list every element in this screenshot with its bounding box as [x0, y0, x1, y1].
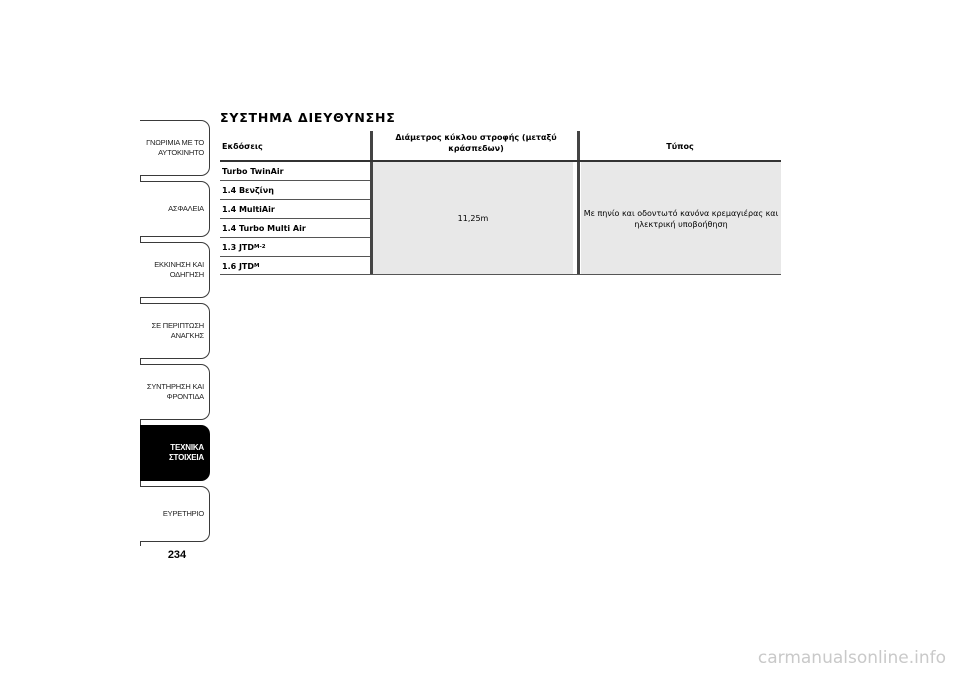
table-row: 1.6 JTD M	[222, 261, 260, 271]
steering-type-value: Με πηνίο και οδοντωτό κανόνα κρεμαγιέρας και ηλεκτρική υποβοήθηση	[583, 209, 779, 229]
row-subscript: M	[254, 263, 260, 269]
row-subscript: M-2	[254, 244, 266, 250]
tab-safety[interactable]	[140, 181, 210, 237]
tab-label: ΑΣΦΑΛΕΙΑ	[168, 204, 204, 213]
table-row: 1.4 Turbo Multi Air	[222, 223, 306, 233]
tab-label: ΤΕΧΝΙΚΑ ΣΤΟΙΧΕΙΑ	[168, 443, 204, 462]
page-number: 234	[167, 549, 187, 561]
tab-index[interactable]	[140, 486, 210, 542]
table-row: 1.4 Βενζίνη	[222, 185, 274, 195]
table-row: 1.3 JTD M-2	[222, 242, 266, 252]
tab-label: ΓΝΩΡΙΜΙΑ ΜΕ ΤΟ ΑΥΤΟΚΙΝΗΤΟ	[146, 138, 204, 157]
header-divider	[220, 160, 781, 162]
tab-label: ΣΕ ΠΕΡΙΠΤΩΣΗ ΑΝΑΓΚΗΣ	[151, 321, 204, 340]
table-row: 1.4 MultiAir	[222, 204, 275, 214]
watermark: carmanualsonline.info	[757, 648, 946, 668]
steering-table	[220, 131, 781, 276]
tab-label: ΣΥΝΤΗΡΗΣΗ ΚΑΙ ΦΡΟΝΤΙΔΑ	[146, 382, 204, 401]
tab-maintenance[interactable]	[140, 364, 210, 420]
tab-starting-driving[interactable]	[140, 242, 210, 298]
turning-circle-value: 11,25m	[457, 214, 489, 223]
column-divider	[577, 131, 580, 275]
tab-technical-data[interactable]	[140, 425, 210, 481]
tab-label: ΕΥΡΕΤΗΡΙΟ	[162, 509, 204, 518]
header-turning-circle: Διάμετρος κύκλου στροφής (μεταξύ κράσπεδων)	[395, 133, 557, 153]
table-bottom-line	[220, 274, 781, 275]
header-type: Τύπος	[666, 142, 694, 151]
header-versions: Εκδόσεις	[222, 142, 263, 151]
column-divider	[370, 131, 373, 275]
tab-emergency[interactable]	[140, 303, 210, 359]
tab-vehicle-intro[interactable]	[140, 120, 210, 176]
section-title: ΣΥΣΤΗΜΑ ΔΙΕΥΘΥΝΣΗΣ	[220, 110, 396, 125]
table-row: Turbo TwinAir	[222, 166, 284, 176]
tab-label: ΕΚΚΙΝΗΣΗ ΚΑΙ ΟΔΗΓΗΣΗ	[154, 260, 204, 279]
